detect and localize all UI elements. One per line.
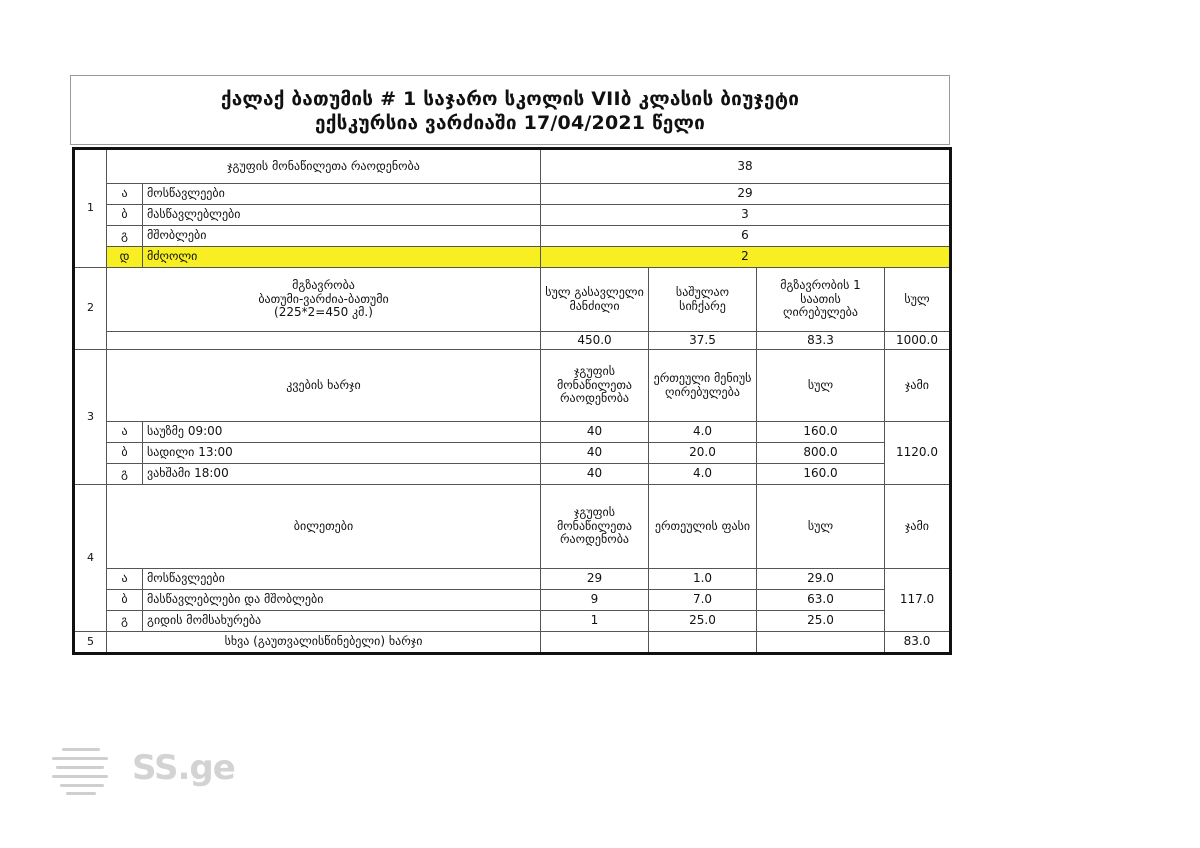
section-5-number: 5 <box>74 632 107 654</box>
s4-sum: 117.0 <box>885 569 951 632</box>
s2-header-total: სულ <box>885 268 951 332</box>
s4-row-a-count: 29 <box>541 569 649 590</box>
s2-label-line-3: (225*2=450 კმ.) <box>274 305 373 320</box>
s4-row-b-total: 63.0 <box>757 590 885 611</box>
s4-row-g-letter: გ <box>107 611 143 632</box>
budget-table <box>72 147 952 655</box>
s1-row-g-letter: გ <box>107 226 143 247</box>
s3-row-a-unit-cost: 4.0 <box>649 422 757 443</box>
s4-row-a-unit-price: 1.0 <box>649 569 757 590</box>
section-3-number: 3 <box>74 350 107 485</box>
s3-sum: 1120.0 <box>885 422 951 485</box>
s1-label: ჯგუფის მონაწილეთა რაოდენობა <box>107 149 541 184</box>
s4-header-unit-price: ერთეულის ფასი <box>649 485 757 569</box>
s4-row-a-total: 29.0 <box>757 569 885 590</box>
s4-row-g-label: გიდის მომსახურება <box>143 611 541 632</box>
s1-row-a-letter: ა <box>107 184 143 205</box>
watermark-text: SS.ge <box>132 748 235 788</box>
s4-row-g-unit-price: 25.0 <box>649 611 757 632</box>
s3-row-b-letter: ბ <box>107 443 143 464</box>
s4-header-count: ჯგუფის მონაწილეთა რაოდენობა <box>541 485 649 569</box>
s3-row-a-letter: ა <box>107 422 143 443</box>
s2-header-distance: სულ გასავლელი მანძილი <box>541 268 649 332</box>
s1-row-b-value: 3 <box>541 205 951 226</box>
s4-header-total: სულ <box>757 485 885 569</box>
s1-row-d-letter: დ <box>107 247 143 268</box>
s4-row-g-count: 1 <box>541 611 649 632</box>
s2-header-speed: საშულაო სიჩქარე <box>649 268 757 332</box>
s5-blank-2 <box>649 632 757 654</box>
s3-label: კვების ხარჯი <box>107 350 541 422</box>
s1-row-d-label: მძღოლი <box>143 247 541 268</box>
s4-row-a-letter: ა <box>107 569 143 590</box>
s5-blank-1 <box>541 632 649 654</box>
s2-label-line-1: მგზავრობა <box>292 277 355 292</box>
s1-row-g-value: 6 <box>541 226 951 247</box>
section-4-number: 4 <box>74 485 107 632</box>
budget-document <box>70 75 952 669</box>
s3-row-b-unit-cost: 20.0 <box>649 443 757 464</box>
s4-row-b-unit-price: 7.0 <box>649 590 757 611</box>
s1-row-g-label: მშობლები <box>143 226 541 247</box>
s3-row-a-count: 40 <box>541 422 649 443</box>
watermark-lines-icon <box>52 746 112 796</box>
s3-row-a-label: საუზმე 09:00 <box>143 422 541 443</box>
s3-row-b-total: 800.0 <box>757 443 885 464</box>
section-1-number: 1 <box>74 149 107 268</box>
s3-row-g-total: 160.0 <box>757 464 885 485</box>
s5-value: 83.0 <box>885 632 951 654</box>
s2-value-speed: 37.5 <box>649 332 757 350</box>
s1-row-d-value: 2 <box>541 247 951 268</box>
s2-value-total: 1000.0 <box>885 332 951 350</box>
s1-value: 38 <box>541 149 951 184</box>
title-box <box>70 75 950 145</box>
s2-header-hour-cost: მგზავრობის 1 საათის ღირებულება <box>757 268 885 332</box>
watermark-logo <box>52 746 252 796</box>
s3-header-unit-cost: ერთეული მენიუს ღირებულება <box>649 350 757 422</box>
s5-blank-3 <box>757 632 885 654</box>
s2-label-line-2: ბათუმი-ვარძია-ბათუმი <box>258 291 389 306</box>
s3-header-sum: ჯამი <box>885 350 951 422</box>
s3-row-g-label: ვახშამი 18:00 <box>143 464 541 485</box>
s4-row-b-label: მასწავლებლები და მშობლები <box>143 590 541 611</box>
s3-header-total: სულ <box>757 350 885 422</box>
s3-row-g-letter: გ <box>107 464 143 485</box>
s4-row-a-label: მოსწავლეები <box>143 569 541 590</box>
s2-value-hour-cost: 83.3 <box>757 332 885 350</box>
s4-label: ბილეთები <box>107 485 541 569</box>
s3-row-g-count: 40 <box>541 464 649 485</box>
s1-row-b-letter: ბ <box>107 205 143 226</box>
s1-row-a-value: 29 <box>541 184 951 205</box>
title-line-2: ექსკურსია ვარძიაში 17/04/2021 წელი <box>315 112 705 134</box>
s3-row-a-total: 160.0 <box>757 422 885 443</box>
s4-row-g-total: 25.0 <box>757 611 885 632</box>
s4-row-b-letter: ბ <box>107 590 143 611</box>
s3-row-g-unit-cost: 4.0 <box>649 464 757 485</box>
s2-label <box>107 268 541 332</box>
s2-value-distance: 450.0 <box>541 332 649 350</box>
s5-label: სხვა (გაუთვალისწინებელი) ხარჯი <box>107 632 541 654</box>
s4-header-sum: ჯამი <box>885 485 951 569</box>
section-2-number: 2 <box>74 268 107 350</box>
s3-row-b-label: სადილი 13:00 <box>143 443 541 464</box>
s1-row-b-label: მასწავლებლები <box>143 205 541 226</box>
s1-row-a-label: მოსწავლეები <box>143 184 541 205</box>
s3-header-count: ჯგუფის მონაწილეთა რაოდენობა <box>541 350 649 422</box>
title-line-1: ქალაქ ბათუმის # 1 საჯარო სკოლის VIIბ კლასის ბიუჯეტი <box>220 88 800 110</box>
s3-row-b-count: 40 <box>541 443 649 464</box>
s2-blank <box>107 332 541 350</box>
s4-row-b-count: 9 <box>541 590 649 611</box>
